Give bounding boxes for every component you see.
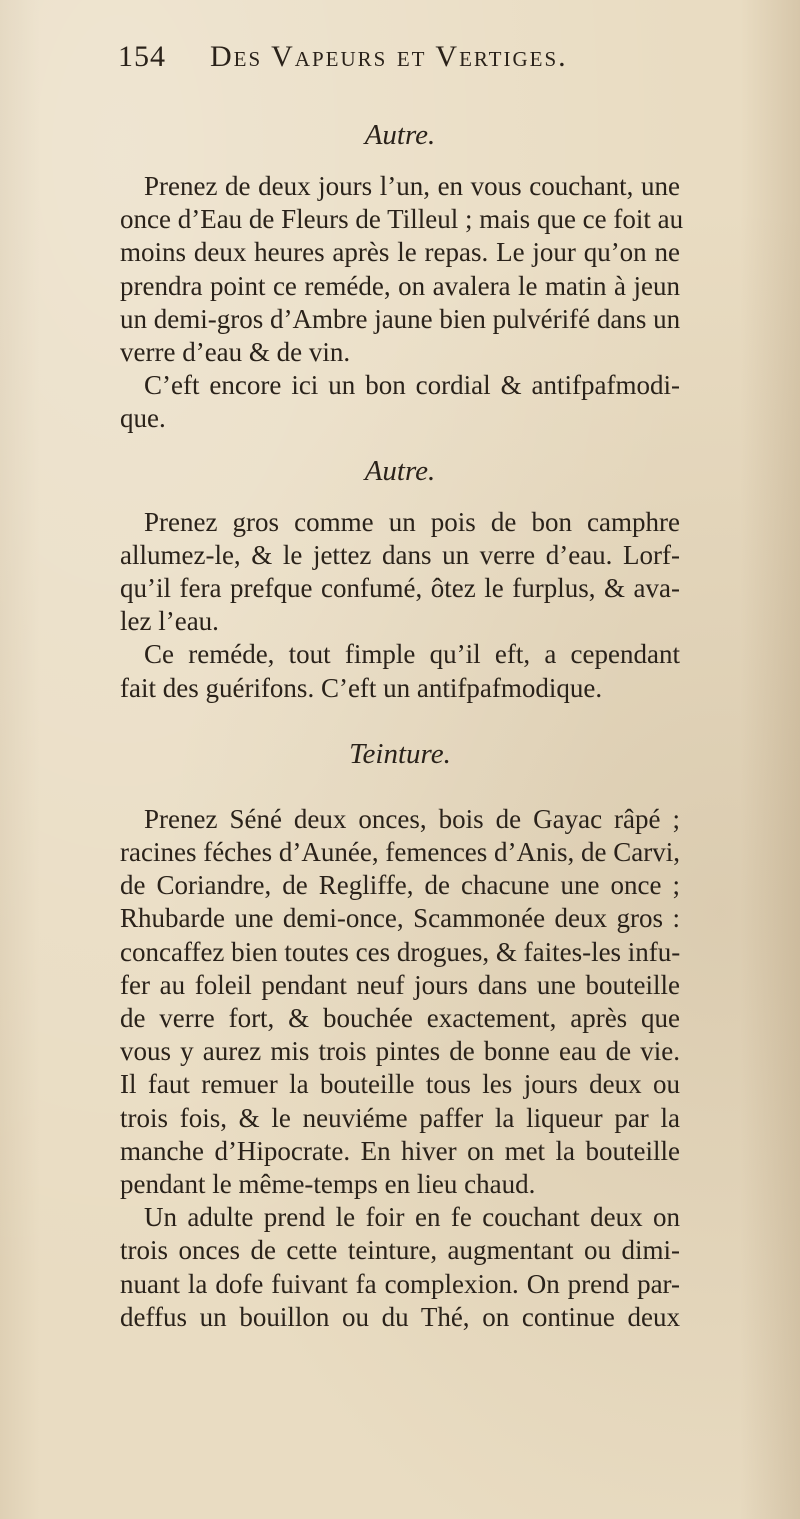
- text-line: nuant la dofe fuivant fa complexion. On prend par-: [120, 1268, 680, 1299]
- running-head-title: Des Vapeurs et Vertiges.: [210, 40, 568, 73]
- paragraph: [120, 506, 680, 639]
- text-line: allumez-le, & le jettez dans un verre d’eau. Lorf-: [120, 539, 680, 570]
- running-head: [118, 40, 678, 74]
- text-line: once d’Eau de Fleurs de Tilleul ; mais que ce foit au: [120, 204, 684, 235]
- text-line: Prenez Séné deux onces, bois de Gayac râpé ;: [144, 803, 680, 834]
- text-line: fait des guérifons. C’eft un antifpafmodique.: [120, 672, 603, 703]
- text-line: verre d’eau & de vin.: [120, 337, 351, 368]
- text-line: de verre fort, & bouchée exactement, après que: [120, 1003, 680, 1034]
- section-title: Teinture.: [349, 737, 451, 770]
- text-line: pendant le même-temps en lieu chaud.: [120, 1169, 536, 1200]
- section-title: Autre.: [364, 119, 436, 151]
- page-number: 154: [118, 40, 166, 73]
- text-line: Ce reméde, tout fimple qu’il eft, a cependant: [144, 639, 680, 670]
- text-line: Il faut remuer la bouteille tous les jours deux ou: [120, 1069, 680, 1100]
- text-line: Rhubarde une demi-once, Scammonée deux gros :: [120, 903, 680, 934]
- text-line: manche d’Hipocrate. En hiver on met la bouteille: [120, 1135, 680, 1166]
- text-line: prendra point ce reméde, on avalera le matin à jeun: [120, 270, 680, 301]
- text-line: fer au foleil pendant neuf jours dans une bouteille: [120, 969, 680, 1000]
- text-line: vous y aurez mis trois pintes de bonne eau de vie.: [120, 1036, 680, 1067]
- paragraph: [120, 638, 680, 704]
- text-line: trois fois, & le neuviéme paffer la liqueur par la: [120, 1102, 680, 1133]
- text-line: Un adulte prend le foir en fe couchant deux on: [144, 1202, 680, 1233]
- text-line: lez l’eau.: [120, 606, 219, 637]
- paragraph: [120, 369, 680, 435]
- text-line: C’eft encore ici un bon cordial & antifpafmodi-: [144, 370, 680, 401]
- text-line: de Coriandre, de Regliffe, de chacune une once ;: [120, 870, 680, 901]
- paragraph: [120, 170, 684, 369]
- text-line: racines féches d’Aunée, femences d’Anis, de Carvi,: [120, 837, 681, 868]
- text-block: [120, 112, 684, 1334]
- text-line: Prenez de deux jours l’un, en vous couchant, une: [144, 171, 680, 201]
- paragraph: [120, 1201, 680, 1334]
- text-line: Prenez gros comme un pois de bon camphre: [144, 506, 680, 537]
- text-line: trois onces de cette teinture, augmentant ou dimi-: [120, 1235, 680, 1266]
- section-title: Autre.: [364, 454, 436, 487]
- text-line: concaffez bien toutes ces drogues, & faites-les infu-: [120, 936, 681, 967]
- text-line: un demi-gros d’Ambre jaune bien pulvérifé dans un: [120, 303, 681, 334]
- text-line: moins deux heures après le repas. Le jour qu’on ne: [120, 237, 680, 268]
- paragraph: [120, 803, 680, 1201]
- text-line: que.: [120, 403, 166, 434]
- text-line: deffus un bouillon ou du Thé, on continue deux: [120, 1301, 680, 1332]
- text-line: qu’il fera prefque confumé, ôtez le furplus, & ava-: [120, 573, 680, 604]
